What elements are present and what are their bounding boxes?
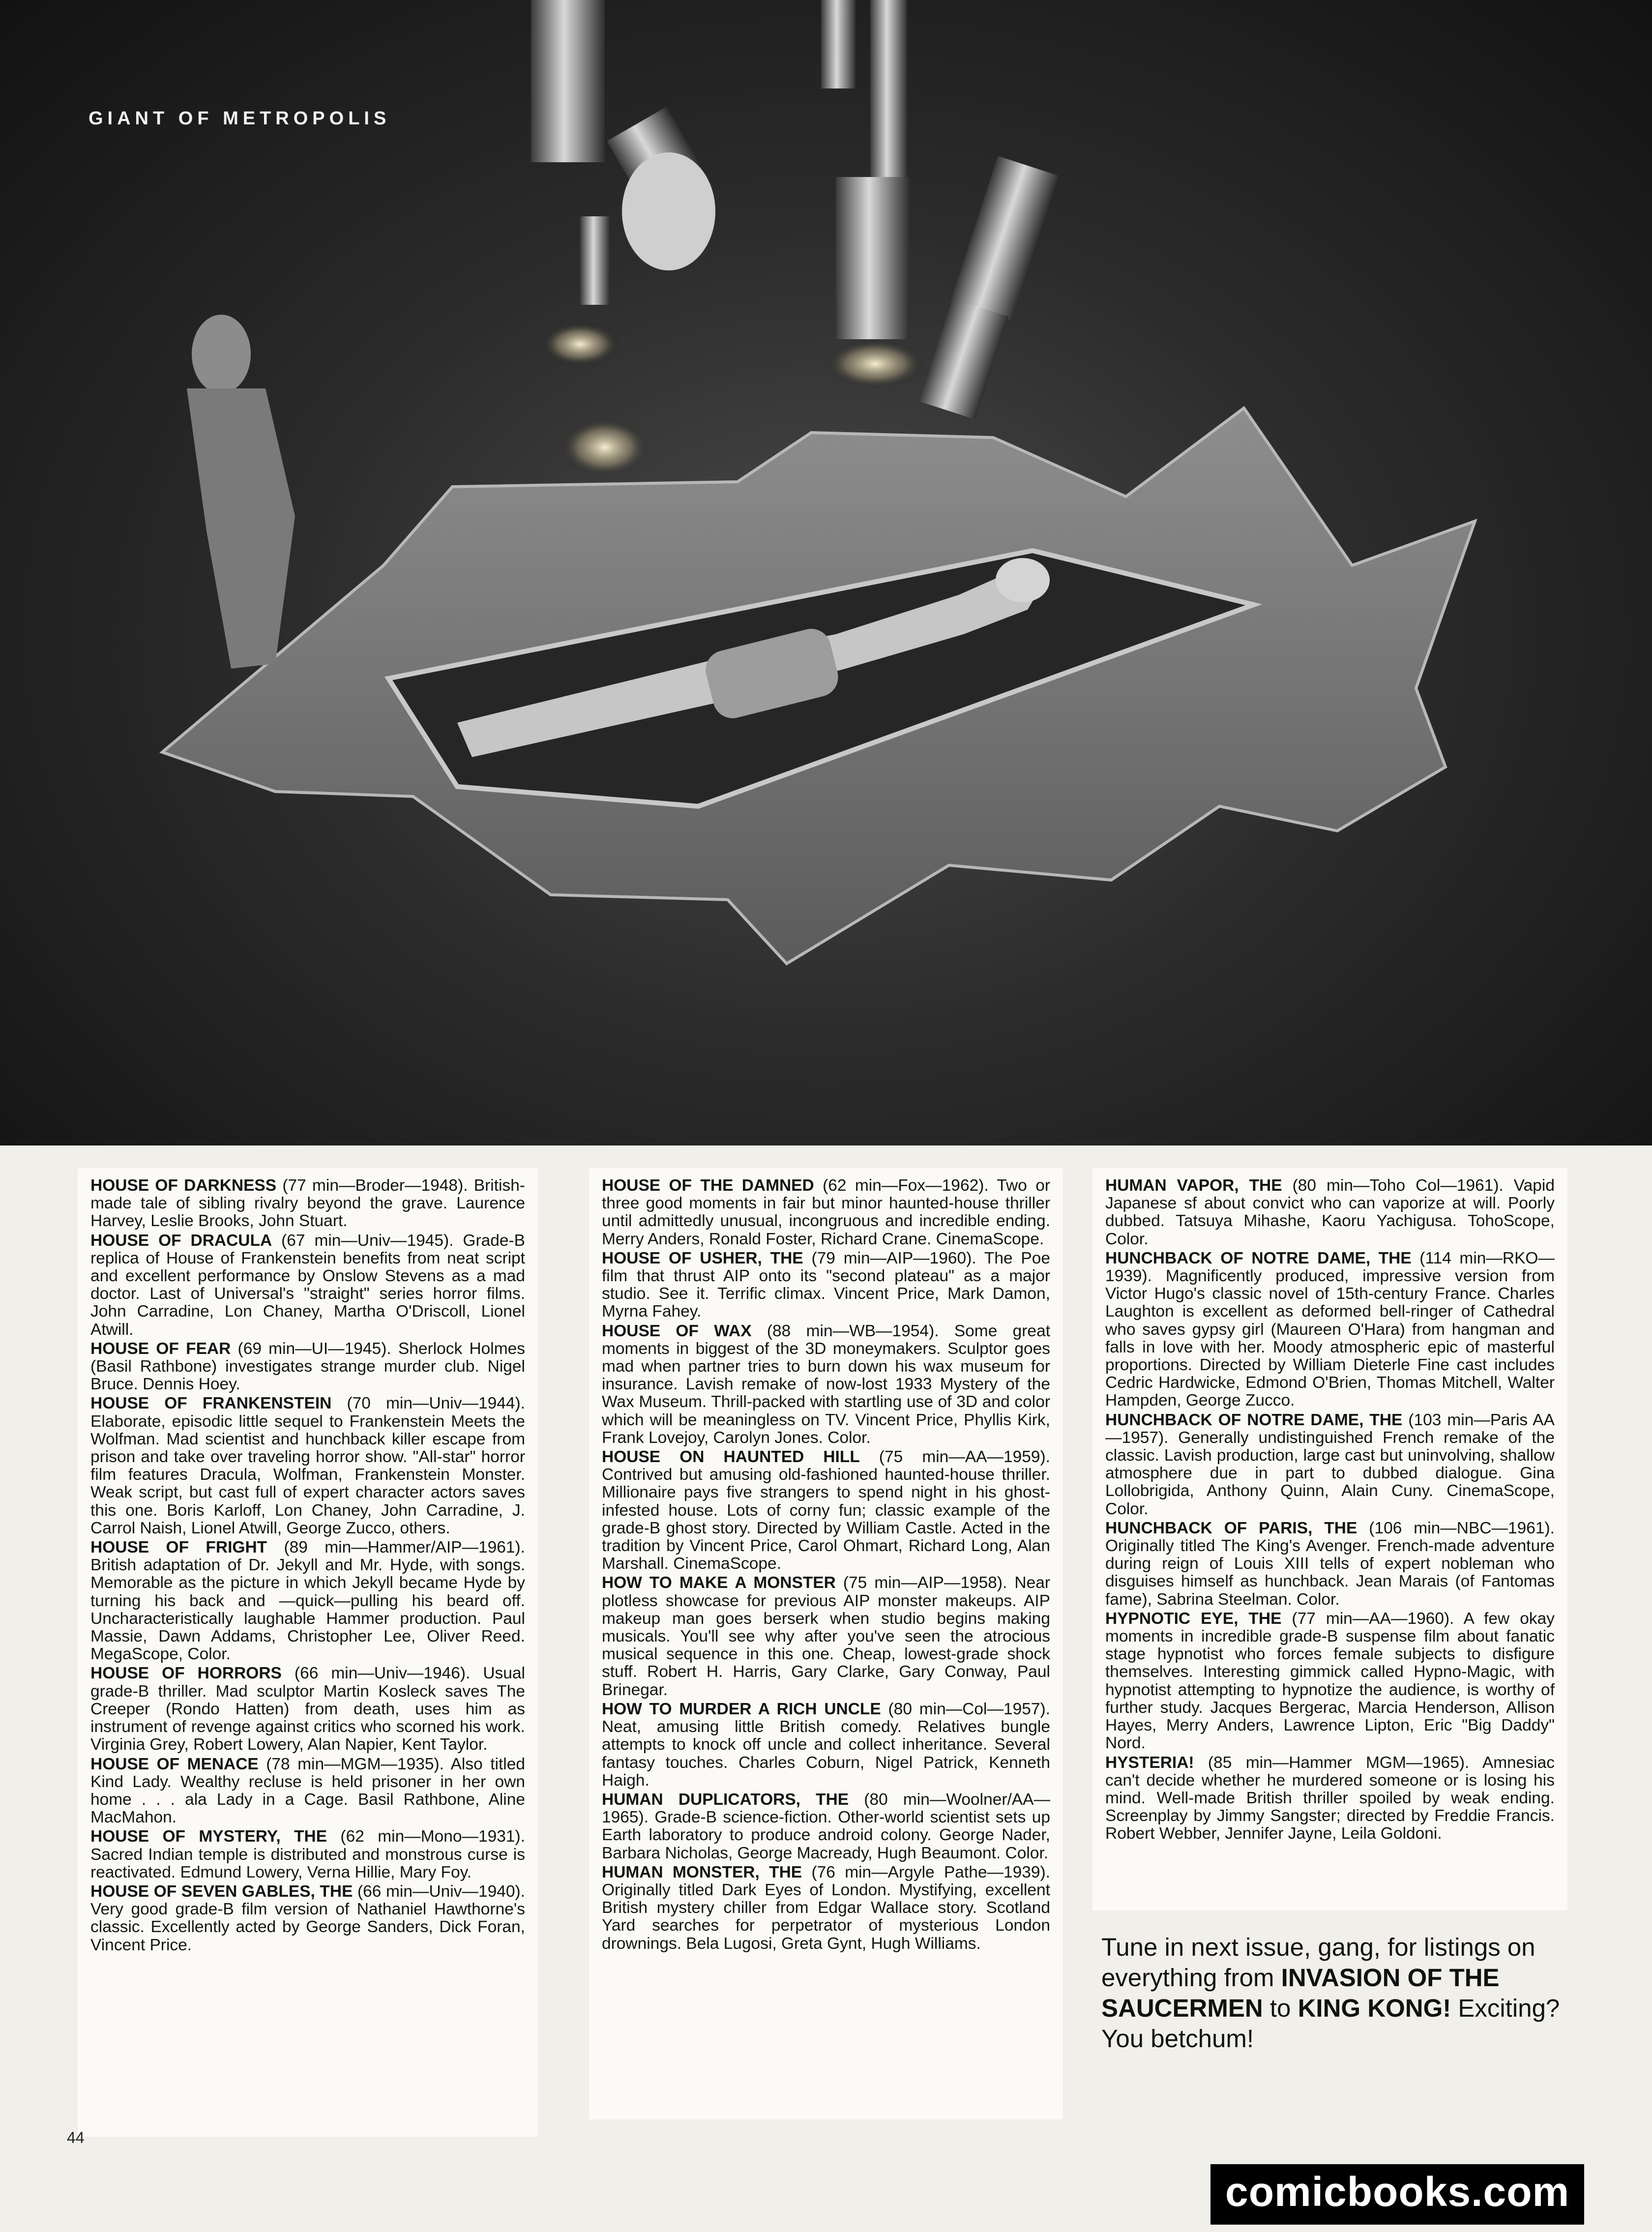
film-entry	[90, 1665, 525, 1754]
film-title: HOUSE ON HAUNTED HILL	[602, 1448, 860, 1467]
film-description: (75 min—AA—1959). Contrived but amusing old-fashioned haunted-house thriller. Millionaire pays five strangers to spend night in his ghost-infested house. Lots of corny fun; classic example of the grade-B ghost story. Directed by William Castle. Acted in the tradition by Vincent Price, Carol Ohmart, Richard Long, Alan Marshall. CinemaScope.	[602, 1448, 1050, 1573]
blurb-highlight-first: INVASION OF THE SAUCERMEN	[1101, 1964, 1500, 2022]
film-title: HOUSE OF HORRORS	[90, 1664, 282, 1683]
film-entry	[90, 1395, 525, 1537]
text-column-3	[1092, 1168, 1567, 1910]
blurb-highlight-second: KING KONG!	[1298, 1994, 1451, 2022]
film-description: (66 min—Univ—1940). Very good grade-B film version of Nathaniel Hawthorne's classic. Excellently acted by George Sanders, Dick Foran, Vincent Price.	[90, 1882, 525, 1954]
film-description: (77 min—Broder—1948). British-made tale of sibling rivalry beyond the grave. Laurence Harvey, Leslie Brooks, John Stuart.	[90, 1176, 525, 1231]
film-entry	[602, 1791, 1050, 1862]
blurb-connector: to	[1263, 1994, 1298, 2022]
film-title: HOW TO MAKE A MONSTER	[602, 1574, 836, 1592]
film-entry	[1105, 1250, 1555, 1410]
film-entry	[602, 1701, 1050, 1790]
film-description: (62 min—Fox—1962). Two or three good moments in fair but minor haunted-house thriller until admittedly unusual, incongruous and incredible ending. Merry Anders, Ronald Foster, Richard Crane. CinemaScope.	[602, 1176, 1050, 1248]
text-column-1	[78, 1168, 538, 2137]
film-title: HUNCHBACK OF PARIS, THE	[1105, 1519, 1357, 1537]
film-description: (78 min—MGM—1935). Also titled Kind Lady. Wealthy recluse is held prisoner in her own home . . . ala Lady in a Cage. Basil Rathbone, Aline MacMahon.	[90, 1755, 525, 1827]
film-description: (88 min—WB—1954). Some great moments in biggest of the 3D moneymakers. Sculptor goes mad when partner tries to burn down his wax museum for insurance. Lavish remake of now-lost 1933 Mystery of the Wax Museum. Thrill-packed with startling use of 3D and color which will be meaningless on TV. Vincent Price, Phyllis Kirk, Frank Lovejoy, Carolyn Jones. Color.	[602, 1322, 1051, 1447]
film-entry	[602, 1448, 1050, 1573]
text-column-2	[589, 1168, 1063, 2119]
film-title: HOUSE OF MYSTERY, THE	[90, 1827, 327, 1846]
film-entry	[1105, 1610, 1555, 1753]
standing-figure	[187, 315, 295, 669]
film-description: (80 min—Col—1957). Neat, amusing little British comedy. Relatives bungle attempts to knock off uncle and collect inheritance. Several fantasy touches. Charles Coburn, Nigel Patrick, Kenneth Haigh.	[602, 1700, 1050, 1790]
film-title: HOUSE OF WAX	[602, 1322, 752, 1340]
film-entry	[1105, 1754, 1555, 1843]
film-title: HUMAN MONSTER, THE	[602, 1863, 802, 1881]
film-title: HOUSE OF DARKNESS	[90, 1176, 277, 1195]
film-entry	[602, 1322, 1050, 1447]
film-title: HYPNOTIC EYE, THE	[1105, 1609, 1282, 1628]
film-entry	[1105, 1520, 1555, 1609]
film-entry	[90, 1539, 525, 1663]
film-entry	[90, 1340, 525, 1394]
film-entry	[90, 1756, 525, 1827]
film-entry	[1105, 1177, 1555, 1248]
film-title: HYSTERIA!	[1105, 1753, 1194, 1772]
film-entry	[90, 1828, 525, 1881]
film-description: (106 min—NBC—1961). Originally titled The King's Avenger. French-made adventure during reign of Louis XIII tells of expert nobleman who disguises himself as hunchback. Jean Marais (of Fantomas fame), Sabrina Steelman. Color.	[1105, 1519, 1555, 1609]
next-issue-blurb	[1101, 1932, 1564, 2054]
film-description: (76 min—Argyle Pathe—1939). Originally titled Dark Eyes of London. Mystifying, excellent British mystery chiller from Edgar Wallace story. Scotland Yard searches for perpetrator of mysterious London drownings. Bela Lugosi, Greta Gynt, Hugh Williams.	[602, 1863, 1050, 1953]
film-entry	[90, 1232, 525, 1339]
film-title: HOUSE OF SEVEN GABLES, THE	[90, 1882, 353, 1901]
film-title: HOUSE OF FRANKENSTEIN	[90, 1394, 332, 1413]
film-description: (80 min—Woolner/AA—1965). Grade-B science-fiction. Other-world scientist sets up Earth laboratory to produce android colony. George Nader, Barbara Nicholas, George Macready, Hugh Beaumont. Color.	[602, 1790, 1050, 1862]
film-description: (77 min—AA—1960). A few okay moments in incredible grade-B suspense film about fanatic stage hypnotist who forces female subjects to disfigure themselves. Interesting gimmick called Hypno-Magic, with hypnotist attempting to hypnotize the audience, is worthy of further study. Jacques Bergerac, Marcia Henderson, Allison Hayes, Merry Anders, Lawrence Lipton, Eric "Big Daddy" Nord.	[1105, 1609, 1555, 1753]
site-watermark: comicbooks.com	[1210, 2164, 1584, 2225]
film-title: HOUSE OF USHER, THE	[602, 1249, 803, 1267]
film-description: (70 min—Univ—1944). Elaborate, episodic little sequel to Frankenstein Meets the Wolfman. Mad scientist and hunchback killer escape from prison and take over traveling horror show. "All-star" horror film features Dracula, Wolfman, Frankenstein Monster. Weak script, but cast full of expert character actors saves this one. Boris Karloff, Lon Chaney, John Carradine, J. Carrol Naish, Lionel Atwill, George Zucco, others.	[90, 1394, 525, 1537]
film-title: HUMAN VAPOR, THE	[1105, 1176, 1282, 1195]
film-title: HUMAN DUPLICATORS, THE	[602, 1790, 849, 1809]
film-title: HUNCHBACK OF NOTRE DAME, THE	[1105, 1410, 1403, 1429]
film-entry	[90, 1177, 525, 1231]
page-number: 44	[67, 2129, 85, 2146]
film-title: HOUSE OF FRIGHT	[90, 1538, 267, 1557]
film-description: (67 min—Univ—1945). Grade-B replica of House of Frankenstein benefits from neat script and excellent performance by Onslow Stevens as a mad doctor. Last of Universal's "straight" series horror films. John Carradine, Lon Chaney, Martha O'Driscoll, Lionel Atwill.	[90, 1231, 525, 1339]
film-description: (69 min—UI—1945). Sherlock Holmes (Basil Rathbone) investigates strange murder club. Nigel Bruce. Dennis Hoey.	[90, 1339, 525, 1394]
film-title: HOUSE OF THE DAMNED	[602, 1176, 814, 1195]
film-entry	[602, 1864, 1050, 1953]
film-description: (103 min—Paris AA—1957). Generally undistinguished French remake of the classic. Lavish production, large cast but uninvolving, shallow atmosphere due in part to dubbed dialogue. Gina Lollobrigida, Anthony Quinn, Alain Cuny. CinemaScope, Color.	[1105, 1410, 1555, 1518]
film-title: HOUSE OF MENACE	[90, 1755, 259, 1773]
film-title: HUNCHBACK OF NOTRE DAME, THE	[1105, 1249, 1412, 1267]
film-entry	[602, 1250, 1050, 1321]
film-description: (66 min—Univ—1946). Usual grade-B thriller. Mad sculptor Martin Kosleck saves The Creeper (Rondo Hatten) from death, uses him as instrument of revenge against critics who scorned his work. Virginia Grey, Robert Lowery, Alan Napier, Kent Taylor.	[90, 1664, 525, 1754]
film-description: (62 min—Mono—1931). Sacred Indian temple is distributed and monstrous curse is reactivated. Edmund Lowery, Verna Hillie, Mary Foy.	[90, 1827, 525, 1881]
film-description: (85 min—Hammer MGM—1965). Amnesiac can't decide whether he murdered someone or is losing his mind. Well-made British thriller spoiled by weak ending. Screenplay by Jimmy Sangster; directed by Freddie Francis. Robert Webber, Jennifer Jayne, Leila Goldoni.	[1105, 1753, 1555, 1843]
film-description: (89 min—Hammer/AIP—1961). British adaptation of Dr. Jekyll and Mr. Hyde, with songs. Memorable as the picture in which Jekyll became Hyde by turning his back and —quick—pulling his beard off. Uncharacteristically laughable Hammer production. Paul Massie, Dawn Addams, Christopher Lee, Oliver Reed. MegaScope, Color.	[90, 1538, 525, 1664]
film-title: HOUSE OF DRACULA	[90, 1231, 272, 1250]
photo-caption: GIANT OF METROPOLIS	[88, 108, 391, 129]
film-description: (75 min—AIP—1958). Near plotless showcase for previous AIP monster makeups. AIP makeup man goes berserk when studio begins making musicals. You'll see why after you've seen the atrocious musical sequence in this one. Cheap, lowest-grade shock stuff. Robert H. Harris, Gary Clarke, Gary Conway, Paul Brinegar.	[602, 1574, 1050, 1699]
film-description: (79 min—AIP—1960). The Poe film that thrust AIP onto its "second plateau" as a major studio. See it. Terrific climax. Vincent Price, Mark Damon, Myrna Fahey.	[602, 1249, 1050, 1321]
film-title: HOW TO MURDER A RICH UNCLE	[602, 1700, 881, 1718]
blurb-intro: Tune in next issue, gang, for listings on everything from	[1101, 1933, 1535, 1992]
film-entry	[1105, 1411, 1555, 1518]
film-title: HOUSE OF FEAR	[90, 1339, 231, 1358]
film-entry	[602, 1177, 1050, 1248]
blurb-outro: Exciting? You betchum!	[1101, 1994, 1560, 2053]
film-description: (80 min—Toho Col—1961). Vapid Japanese sf about convict who can vaporize at will. Poorly dubbed. Tatsuya Mihashe, Kaoru Yachigusa. TohoScope, Color.	[1105, 1176, 1555, 1248]
film-entry	[90, 1883, 525, 1954]
film-entry	[602, 1574, 1050, 1699]
film-description: (114 min—RKO—1939). Magnificently produced, impressive version from Victor Hugo's classic novel of 15th-century France. Charles Laughton is excellent as deformed bell-ringer of Cathedral who saves gypsy girl (Maureen O'Hara) from hangman and falls in love with her. Moody atmospheric epic of masterful proportions. Directed by William Dieterle Fine cast includes Cedric Hardwicke, Edmond O'Brien, Thomas Mitchell, Walter Hampden, George Zucco.	[1105, 1249, 1555, 1410]
